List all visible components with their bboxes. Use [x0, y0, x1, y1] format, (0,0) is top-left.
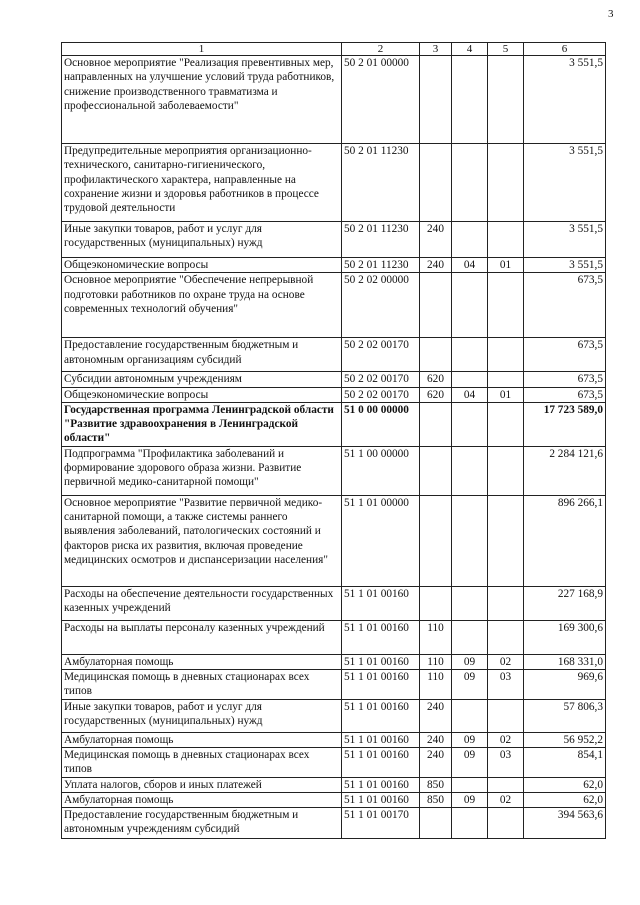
cell-sum: 169 300,6 [524, 620, 606, 654]
cell-code: 51 1 01 00170 [342, 808, 420, 839]
cell-sum: 168 331,0 [524, 654, 606, 669]
cell-vr [420, 586, 452, 620]
cell-vr: 240 [420, 732, 452, 747]
cell-sum: 673,5 [524, 338, 606, 372]
cell-sum: 62,0 [524, 777, 606, 792]
cell-sum: 673,5 [524, 273, 606, 338]
cell-code: 51 0 00 00000 [342, 402, 420, 446]
cell-pr [488, 338, 524, 372]
cell-pr [488, 273, 524, 338]
cell-pr: 01 [488, 387, 524, 402]
cell-code: 51 1 01 00160 [342, 792, 420, 807]
table-header-row [62, 43, 606, 56]
table-row [62, 792, 606, 807]
cell-name: Иные закупки товаров, работ и услуг для государственных (муниципальных) нужд [62, 699, 342, 732]
cell-rz [452, 338, 488, 372]
cell-pr [488, 372, 524, 387]
column-header-vr: 3 [420, 43, 452, 56]
cell-name: Медицинская помощь в дневных стационарах всех типов [62, 670, 342, 700]
cell-pr: 02 [488, 654, 524, 669]
cell-name: Основное мероприятие "Развитие первичной медико-санитарной помощи, а также системы раннего выявления заболеваний, патологических состояний и факторов риска их развития, включая проведение медицинских осмотров и диспансеризации населения" [62, 495, 342, 586]
cell-pr [488, 144, 524, 222]
cell-pr [488, 402, 524, 446]
cell-name: Иные закупки товаров, работ и услуг для государственных (муниципальных) нужд [62, 222, 342, 258]
table-row [62, 56, 606, 144]
table-row [62, 808, 606, 839]
table-row [62, 446, 606, 495]
cell-vr [420, 402, 452, 446]
column-header-sum: 6 [524, 43, 606, 56]
cell-name: Расходы на обеспечение деятельности государственных казенных учреждений [62, 586, 342, 620]
cell-rz: 09 [452, 747, 488, 777]
cell-name: Амбулаторная помощь [62, 732, 342, 747]
table-row [62, 699, 606, 732]
cell-vr: 620 [420, 372, 452, 387]
cell-sum: 56 952,2 [524, 732, 606, 747]
cell-sum: 896 266,1 [524, 495, 606, 586]
cell-vr: 850 [420, 777, 452, 792]
cell-rz [452, 446, 488, 495]
cell-pr [488, 495, 524, 586]
table-row [62, 402, 606, 446]
cell-code: 50 2 01 00000 [342, 56, 420, 144]
cell-vr: 850 [420, 792, 452, 807]
cell-rz [452, 620, 488, 654]
cell-code: 50 2 02 00170 [342, 387, 420, 402]
cell-name: Субсидии автономным учреждениям [62, 372, 342, 387]
cell-vr [420, 56, 452, 144]
cell-sum: 3 551,5 [524, 56, 606, 144]
cell-sum: 673,5 [524, 387, 606, 402]
cell-vr: 240 [420, 258, 452, 273]
cell-rz [452, 808, 488, 839]
column-header-pr: 5 [488, 43, 524, 56]
cell-rz: 09 [452, 654, 488, 669]
cell-vr [420, 273, 452, 338]
cell-pr: 03 [488, 670, 524, 700]
cell-sum: 3 551,5 [524, 222, 606, 258]
cell-name: Общеэкономические вопросы [62, 387, 342, 402]
cell-code: 50 2 02 00170 [342, 338, 420, 372]
cell-sum: 394 563,6 [524, 808, 606, 839]
cell-rz [452, 699, 488, 732]
table-row [62, 586, 606, 620]
cell-vr: 620 [420, 387, 452, 402]
cell-name: Расходы на выплаты персоналу казенных учреждений [62, 620, 342, 654]
cell-name: Амбулаторная помощь [62, 792, 342, 807]
cell-code: 51 1 01 00160 [342, 777, 420, 792]
cell-name: Общеэкономические вопросы [62, 258, 342, 273]
table-row [62, 777, 606, 792]
cell-pr: 02 [488, 792, 524, 807]
table-row [62, 144, 606, 222]
cell-name: Уплата налогов, сборов и иных платежей [62, 777, 342, 792]
cell-code: 51 1 00 00000 [342, 446, 420, 495]
cell-vr: 110 [420, 620, 452, 654]
cell-rz [452, 372, 488, 387]
cell-vr [420, 808, 452, 839]
column-header-code: 2 [342, 43, 420, 56]
table-row [62, 654, 606, 669]
cell-code: 51 1 01 00160 [342, 732, 420, 747]
cell-rz: 04 [452, 387, 488, 402]
cell-name: Подпрограмма "Профилактика заболеваний и формирование здорового образа жизни. Развитие первичной медико-санитарной помощи" [62, 446, 342, 495]
table-row [62, 620, 606, 654]
cell-code: 51 1 01 00160 [342, 699, 420, 732]
cell-rz: 04 [452, 258, 488, 273]
table-row [62, 732, 606, 747]
cell-pr [488, 808, 524, 839]
column-header-name: 1 [62, 43, 342, 56]
cell-rz [452, 402, 488, 446]
cell-rz [452, 777, 488, 792]
cell-code: 50 2 01 11230 [342, 258, 420, 273]
table-row [62, 258, 606, 273]
cell-pr [488, 446, 524, 495]
cell-name: Государственная программа Ленинградской области "Развитие здравоохранения в Ленинградской области" [62, 402, 342, 446]
cell-rz: 09 [452, 670, 488, 700]
table-row [62, 387, 606, 402]
cell-vr: 240 [420, 699, 452, 732]
cell-rz [452, 495, 488, 586]
cell-rz: 09 [452, 792, 488, 807]
cell-name: Предоставление государственным бюджетным и автономным учреждениям субсидий [62, 808, 342, 839]
table-row [62, 495, 606, 586]
cell-vr [420, 446, 452, 495]
cell-vr [420, 144, 452, 222]
cell-pr: 03 [488, 747, 524, 777]
cell-code: 50 2 02 00000 [342, 273, 420, 338]
cell-sum: 3 551,5 [524, 258, 606, 273]
table-row [62, 338, 606, 372]
table-row [62, 222, 606, 258]
cell-code: 50 2 02 00170 [342, 372, 420, 387]
page-number: 3 [608, 8, 614, 20]
cell-vr: 240 [420, 222, 452, 258]
cell-code: 50 2 01 11230 [342, 144, 420, 222]
cell-pr [488, 777, 524, 792]
cell-name: Основное мероприятие "Обеспечение непрерывной подготовки работников по охране труда на основе современных технологий обучения" [62, 273, 342, 338]
cell-pr: 02 [488, 732, 524, 747]
cell-sum: 62,0 [524, 792, 606, 807]
cell-rz [452, 273, 488, 338]
cell-sum: 969,6 [524, 670, 606, 700]
cell-code: 51 1 01 00160 [342, 620, 420, 654]
cell-sum: 57 806,3 [524, 699, 606, 732]
table-row [62, 372, 606, 387]
cell-vr: 240 [420, 747, 452, 777]
cell-rz [452, 222, 488, 258]
cell-code: 50 2 01 11230 [342, 222, 420, 258]
cell-sum: 2 284 121,6 [524, 446, 606, 495]
cell-pr [488, 699, 524, 732]
column-header-rz: 4 [452, 43, 488, 56]
cell-vr: 110 [420, 654, 452, 669]
cell-rz: 09 [452, 732, 488, 747]
cell-code: 51 1 01 00160 [342, 670, 420, 700]
cell-vr [420, 495, 452, 586]
cell-pr [488, 586, 524, 620]
cell-pr [488, 620, 524, 654]
cell-pr [488, 56, 524, 144]
cell-name: Медицинская помощь в дневных стационарах всех типов [62, 747, 342, 777]
table-body [62, 56, 606, 839]
cell-sum: 17 723 589,0 [524, 402, 606, 446]
cell-sum: 227 168,9 [524, 586, 606, 620]
cell-vr: 110 [420, 670, 452, 700]
cell-sum: 854,1 [524, 747, 606, 777]
table-row [62, 747, 606, 777]
cell-rz [452, 144, 488, 222]
table-row [62, 670, 606, 700]
cell-code: 51 1 01 00000 [342, 495, 420, 586]
table-row [62, 273, 606, 338]
budget-table [61, 42, 606, 839]
cell-pr: 01 [488, 258, 524, 273]
cell-name: Предупредительные мероприятия организационно-технического, санитарно-гигиенического, профилактического характера, направленные на сохранение жизни и здоровья работников в процессе трудовой деятельности [62, 144, 342, 222]
cell-name: Предоставление государственным бюджетным и автономным организациям субсидий [62, 338, 342, 372]
cell-vr [420, 338, 452, 372]
cell-code: 51 1 01 00160 [342, 654, 420, 669]
cell-code: 51 1 01 00160 [342, 586, 420, 620]
cell-rz [452, 56, 488, 144]
cell-sum: 3 551,5 [524, 144, 606, 222]
cell-rz [452, 586, 488, 620]
cell-pr [488, 222, 524, 258]
cell-sum: 673,5 [524, 372, 606, 387]
cell-name: Основное мероприятие "Реализация превентивных мер, направленных на улучшение условий труда работников, снижение производственного травматизма и профессиональной заболеваемости" [62, 56, 342, 144]
cell-code: 51 1 01 00160 [342, 747, 420, 777]
cell-name: Амбулаторная помощь [62, 654, 342, 669]
